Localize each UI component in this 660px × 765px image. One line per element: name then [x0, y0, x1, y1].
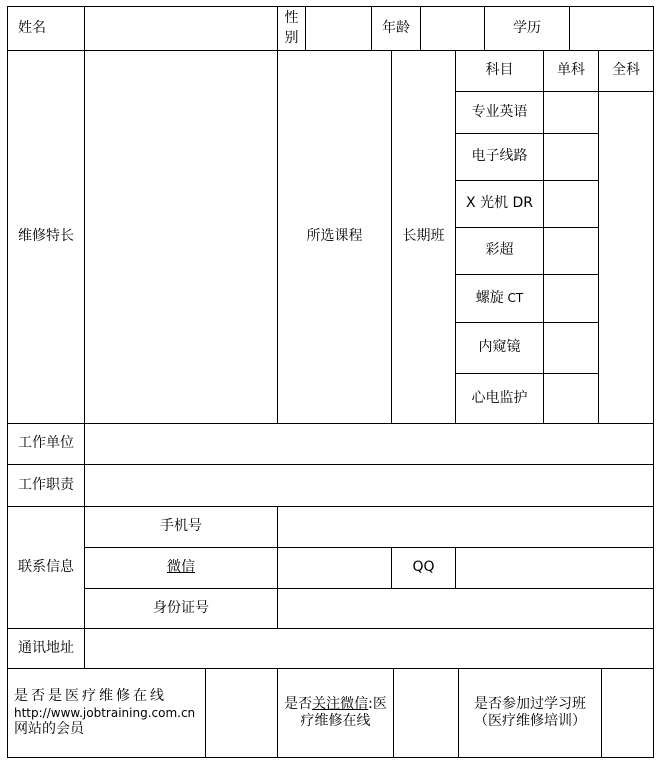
work-unit-label: 工作单位	[7, 423, 85, 465]
id-number-field[interactable]	[277, 588, 654, 629]
name-label: 姓名	[7, 6, 85, 51]
id-number-label: 身份证号	[84, 588, 278, 629]
gender-field[interactable]	[305, 6, 372, 51]
qq-label: QQ	[391, 547, 456, 589]
age-label: 年龄	[371, 6, 421, 51]
training-class-answer-field[interactable]	[601, 668, 654, 758]
wechat-label	[84, 547, 278, 589]
specialty-label: 维修特长	[7, 50, 85, 424]
subject-row-color-ultrasound: 彩超	[455, 227, 544, 275]
subject-row-endoscope: 内窥镜	[455, 322, 544, 374]
single-checkbox-spiral-ct[interactable]	[543, 274, 599, 323]
specialty-field[interactable]	[84, 50, 278, 424]
job-duty-label: 工作职责	[7, 464, 85, 507]
subject-row-spiral-ct: 螺旋 CT	[455, 274, 544, 323]
contact-info-label: 联系信息	[7, 506, 85, 629]
job-duty-field[interactable]	[84, 464, 654, 507]
qq-field[interactable]	[455, 547, 654, 589]
selected-courses-label: 所选课程	[277, 50, 392, 424]
subject-header: 科目	[455, 50, 544, 92]
subject-row-electronic-circuits: 电子线路	[455, 133, 544, 181]
single-checkbox-electronic-circuits[interactable]	[543, 133, 599, 181]
subject-row-professional-english: 专业英语	[455, 91, 544, 134]
wechat-field[interactable]	[277, 547, 392, 589]
single-checkbox-color-ultrasound[interactable]	[543, 227, 599, 275]
single-checkbox-professional-english[interactable]	[543, 91, 599, 134]
subject-row-xray-dr: X 光机 DR	[455, 180, 544, 228]
single-checkbox-xray-dr[interactable]	[543, 180, 599, 228]
member-question: 是否是医疗维修在线 http://www.jobtraining.com.cn 网站的会员	[7, 668, 206, 758]
long-term-class-label: 长期班	[391, 50, 456, 424]
full-course-checkbox[interactable]	[598, 91, 654, 424]
subject-row-ecg-monitor: 心电监护	[455, 373, 544, 424]
age-field[interactable]	[420, 6, 485, 51]
address-label: 通讯地址	[7, 628, 85, 669]
member-answer-field[interactable]	[205, 668, 278, 758]
education-field[interactable]	[569, 6, 654, 51]
phone-label: 手机号	[84, 506, 278, 548]
follow-wechat-link[interactable]: 关注微信	[312, 695, 369, 712]
wechat-follow-answer-field[interactable]	[393, 668, 459, 758]
single-checkbox-endoscope[interactable]	[543, 322, 599, 374]
single-checkbox-ecg-monitor[interactable]	[543, 373, 599, 424]
address-field[interactable]	[84, 628, 654, 669]
training-class-question: 是否参加过学习班 （医疗维修培训）	[458, 668, 602, 758]
wechat-follow-question: 是否关注微信:医 疗维修在线	[277, 668, 394, 758]
gender-label: 性 别	[277, 6, 306, 51]
work-unit-field[interactable]	[84, 423, 654, 465]
education-label: 学历	[484, 6, 570, 51]
single-subject-header: 单科	[543, 50, 599, 92]
name-field[interactable]	[84, 6, 278, 51]
wechat-link[interactable]: 微信	[167, 559, 195, 576]
phone-field[interactable]	[277, 506, 654, 548]
full-course-header: 全科	[598, 50, 654, 92]
